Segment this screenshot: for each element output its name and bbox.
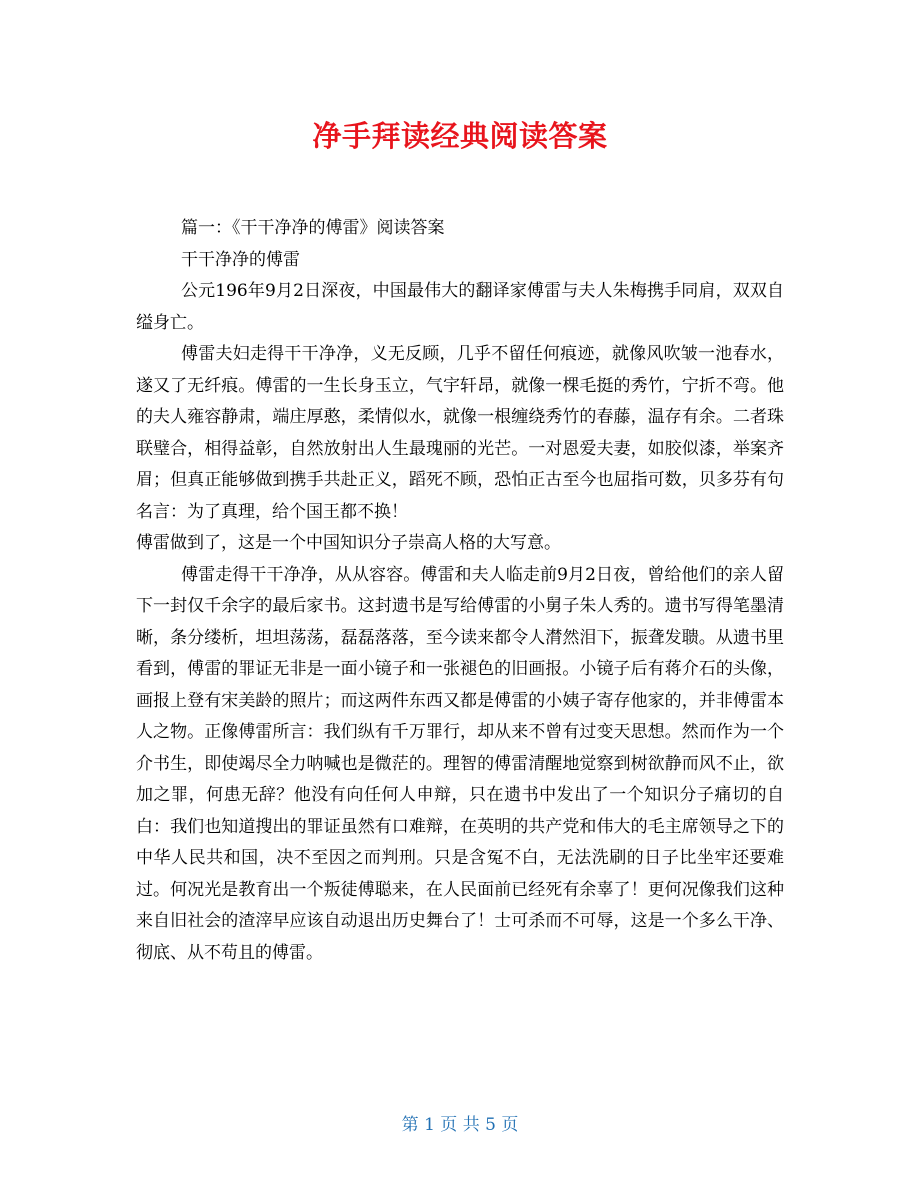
paragraph: 傅雷做到了，这是一个中国知识分子崇高人格的大写意。 <box>136 533 561 553</box>
paragraph: 干干净净的傅雷 <box>181 249 300 270</box>
paragraph: 篇一：《干干净净的傅雷》阅读答案 <box>181 218 445 238</box>
document-title: 净手拜读经典阅读答案 <box>312 119 608 153</box>
page-number-footer: 第 1 页 共 5 页 <box>401 1115 519 1135</box>
paragraph: 傅雷走得干干净净，从从容容。傅雷和夫人临走前9月2日夜，曾给他们的亲人留下一封仅千余字的最后家书。这封遗书是写给傅雷的小舅子朱人秀的。遗书写得笔墨清晰，条分缕析，坦坦荡荡，磊磊落落，至今读来都令人潸然泪下，振聋发聩。从遗书里看到，傅雷的罪证无非是一面小镜子和一张褪色的旧画报。小镜子后有蒋介石的头像，画报上登有宋美龄的照片；而这两件东西又都是傅雷的小姨子寄存他家的，并非傅雷本人之物。正像傅雷所言：我们纵有千万罪行，却从来不曾有过变天思想。然而作为一个介书生，即使竭尽全力呐喊也是微茫的。理智的傅雷清醒地觉察到树欲静而风不止，欲加之罪，何患无辞？他没有向任何人申辩，只在遗书中发出了一个知识分子痛切的自白：我们也知道搜出的罪证虽然有口难辩，在英明的共产党和伟大的毛主席领导之下的中华人民共和国，决不至因之而判刑。只是含冤不白，无法洗刷的日子比坐牢还要难过。何况光是教育出一个叛徒傅聪来，在人民面前已经死有余辜了！更何况像我们这种来自旧社会的渣滓早应该自动退出历史舞台了！士可杀而不可辱，这是一个多么干净、彻底、从不苟且的傅雷。 <box>136 564 784 963</box>
paragraph: 公元196年9月2日深夜，中国最伟大的翻译家傅雷与夫人朱梅携手同肩，双双自缢身亡。 <box>136 281 784 333</box>
document-body <box>136 213 784 969</box>
paragraph: 傅雷夫妇走得干干净净，义无反顾，几乎不留任何痕迹，就像风吹皱一池春水，遂又了无纤痕。傅雷的一生长身玉立，气宇轩昂，就像一棵毛挺的秀竹，宁折不弯。他的夫人雍容静肃，端庄厚憨，柔情似水，就像一根缠绕秀竹的春藤，温存有余。二者珠联璧合，相得益彰，自然放射出人生最瑰丽的光芒。一对恩爱夫妻，如胶似漆，举案齐眉；但真正能够做到携手共赴正义，蹈死不顾，恐怕正古至今也屈指可数，贝多芬有句名言：为了真理，给个国王都不换！ <box>136 344 784 522</box>
